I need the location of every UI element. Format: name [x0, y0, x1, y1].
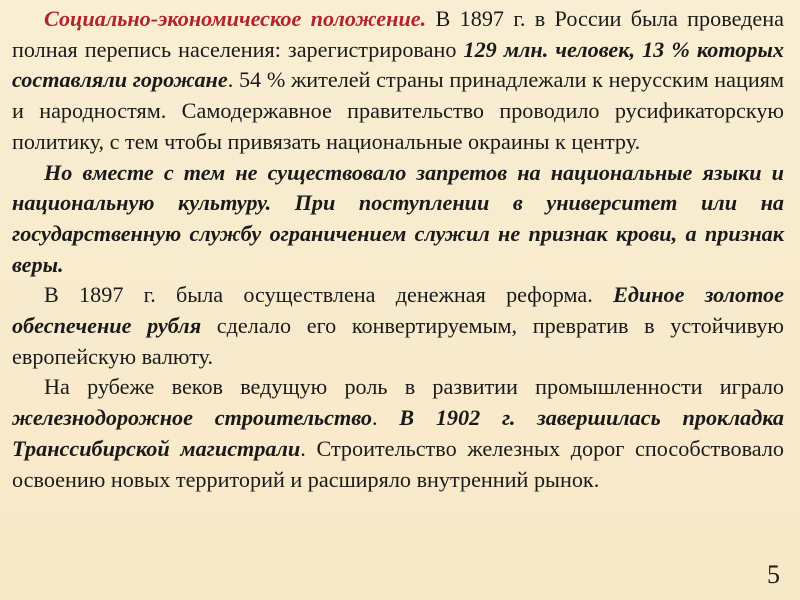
emphasis-population: 129 млн. человек, 13 % которых составляли горожане: [12, 36, 784, 93]
text-industry: На рубеже веков ведущую роль в развитии промышленности играло: [44, 374, 784, 400]
text-monetary-reform: В 1897 г. была осуществлена денежная реформа.: [44, 282, 614, 308]
paragraph-socioeconomic: [12, 4, 784, 158]
text-railways-effect: . Строительство железных дорог способствовало освоению новых территорий и расширяло внутренний рынок.: [12, 435, 784, 492]
paragraph-monetary-reform: [12, 280, 784, 372]
slide-content: [12, 4, 784, 495]
page-number: 5: [767, 560, 780, 589]
text-russification: . 54 % жителей страны принадлежали к нерусским нациям и народностям. Самодержавное правительство проводило русификаторскую политику, с тем чтобы привязать национальные окраины к центру.: [12, 67, 784, 154]
text-period: .: [371, 405, 400, 431]
emphasis-railway-construction: железнодорожное строительство: [12, 405, 372, 431]
text-census: В 1897 г. в России была проведена полная перепись населения: зарегистрировано: [12, 6, 784, 62]
text-convertible-ruble: сделало его конвертируемым, превратив в устойчивую европейскую валюту.: [12, 313, 784, 369]
emphasis-trans-siberian: В 1902 г. завершилась прокладка Транссибирской магистрали: [12, 405, 784, 461]
emphasis-gold-standard: Единое золотое обеспечение рубля: [12, 282, 784, 339]
heading-socioeconomic-position: Социально-экономическое положение.: [44, 6, 427, 31]
paragraph-railways: [12, 372, 784, 495]
paragraph-national-policy: [12, 158, 784, 281]
emphasis-national-policy: Но вместе с тем не существовало запретов на национальные языки и национальную культуру. При поступлении в университет или на государственную службу ограничением служил не признак крови, а признак веры.: [12, 159, 784, 277]
